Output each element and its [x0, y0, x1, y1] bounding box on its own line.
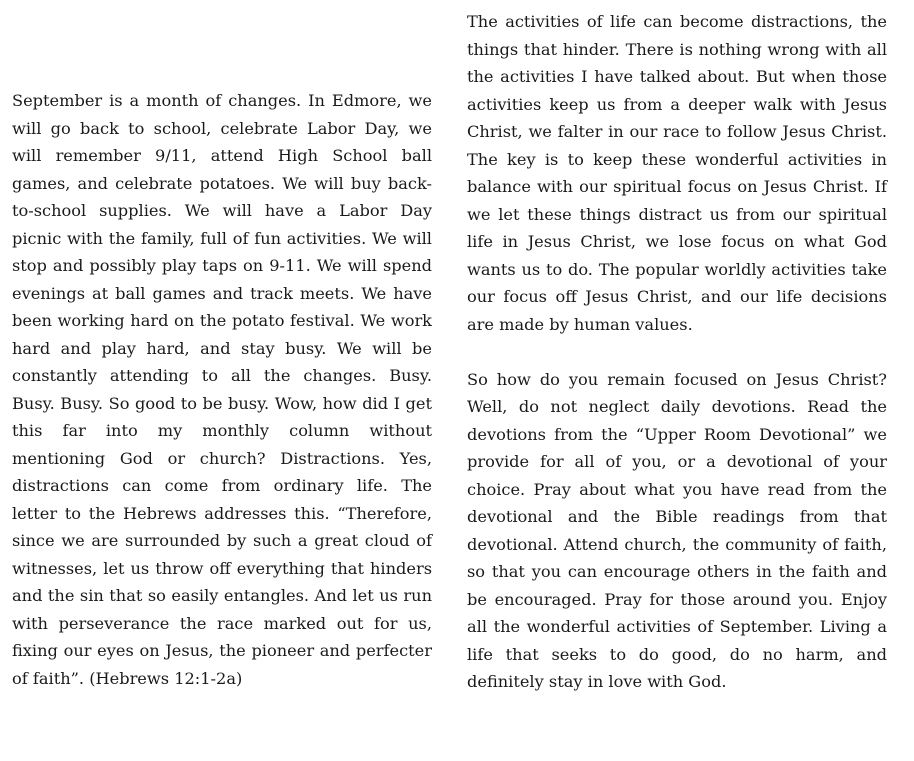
- right-paragraph-1: The activities of life can become distractions, the things that hinder. There is nothing wrong with all the activities I have talked about. But when those activities keep us from a deeper walk with Jesus Christ, we falter in our race to follow Jesus Christ. The key is to keep these wonderful activities in balance with our spiritual focus on Jesus Christ. If we let these things distract us from our spiritual life in Jesus Christ, we lose focus on what God wants us to do. The popular worldly activities take our focus off Jesus Christ, and our life decisions are made by human values.: [467, 12, 887, 334]
- right-paragraph-2: So how do you remain focused on Jesus Christ? Well, do not neglect daily devotions. Read the devotions from the “Upper Room Devotional” we provide for all of you, or a devotional of your choice. Pray about what you have read from the devotional and the Bible readings from that devotional. Attend church, the community of faith, so that you can encourage others in the faith and be encouraged. Pray for those around you. Enjoy all the wonderful activities of September. Living a life that seeks to do good, do no harm, and definitely stay in love with God.: [467, 369, 887, 691]
- right-column: [467, 8, 887, 696]
- left-paragraph: September is a month of changes. In Edmore, we will go back to school, celebrate Labor Day, we will remember 9/11, attend High School ball games, and celebrate potatoes. We will buy back-to-school supplies. We will have a Labor Day picnic with the family, full of fun activities. We will stop and possibly play taps on 9-11. We will spend evenings at ball games and track meets. We have been working hard on the potato festival. We work hard and play hard, and stay busy. We will be constantly attending to all the changes. Busy. Busy. Busy. So good to be busy. Wow, how did I get this far into my monthly column without mentioning God or church? Distractions. Yes, distractions can come from ordinary life. The letter to the Hebrews addresses this. “Therefore, since we are surrounded by such a great cloud of witnesses, let us throw off everything that hinders and the sin that so easily entangles. And let us run with perseverance the race marked out for us, fixing our eyes on Jesus, the pioneer and perfecter of faith”. (Hebrews 12:1-2a): [12, 91, 432, 688]
- left-column: [12, 87, 432, 692]
